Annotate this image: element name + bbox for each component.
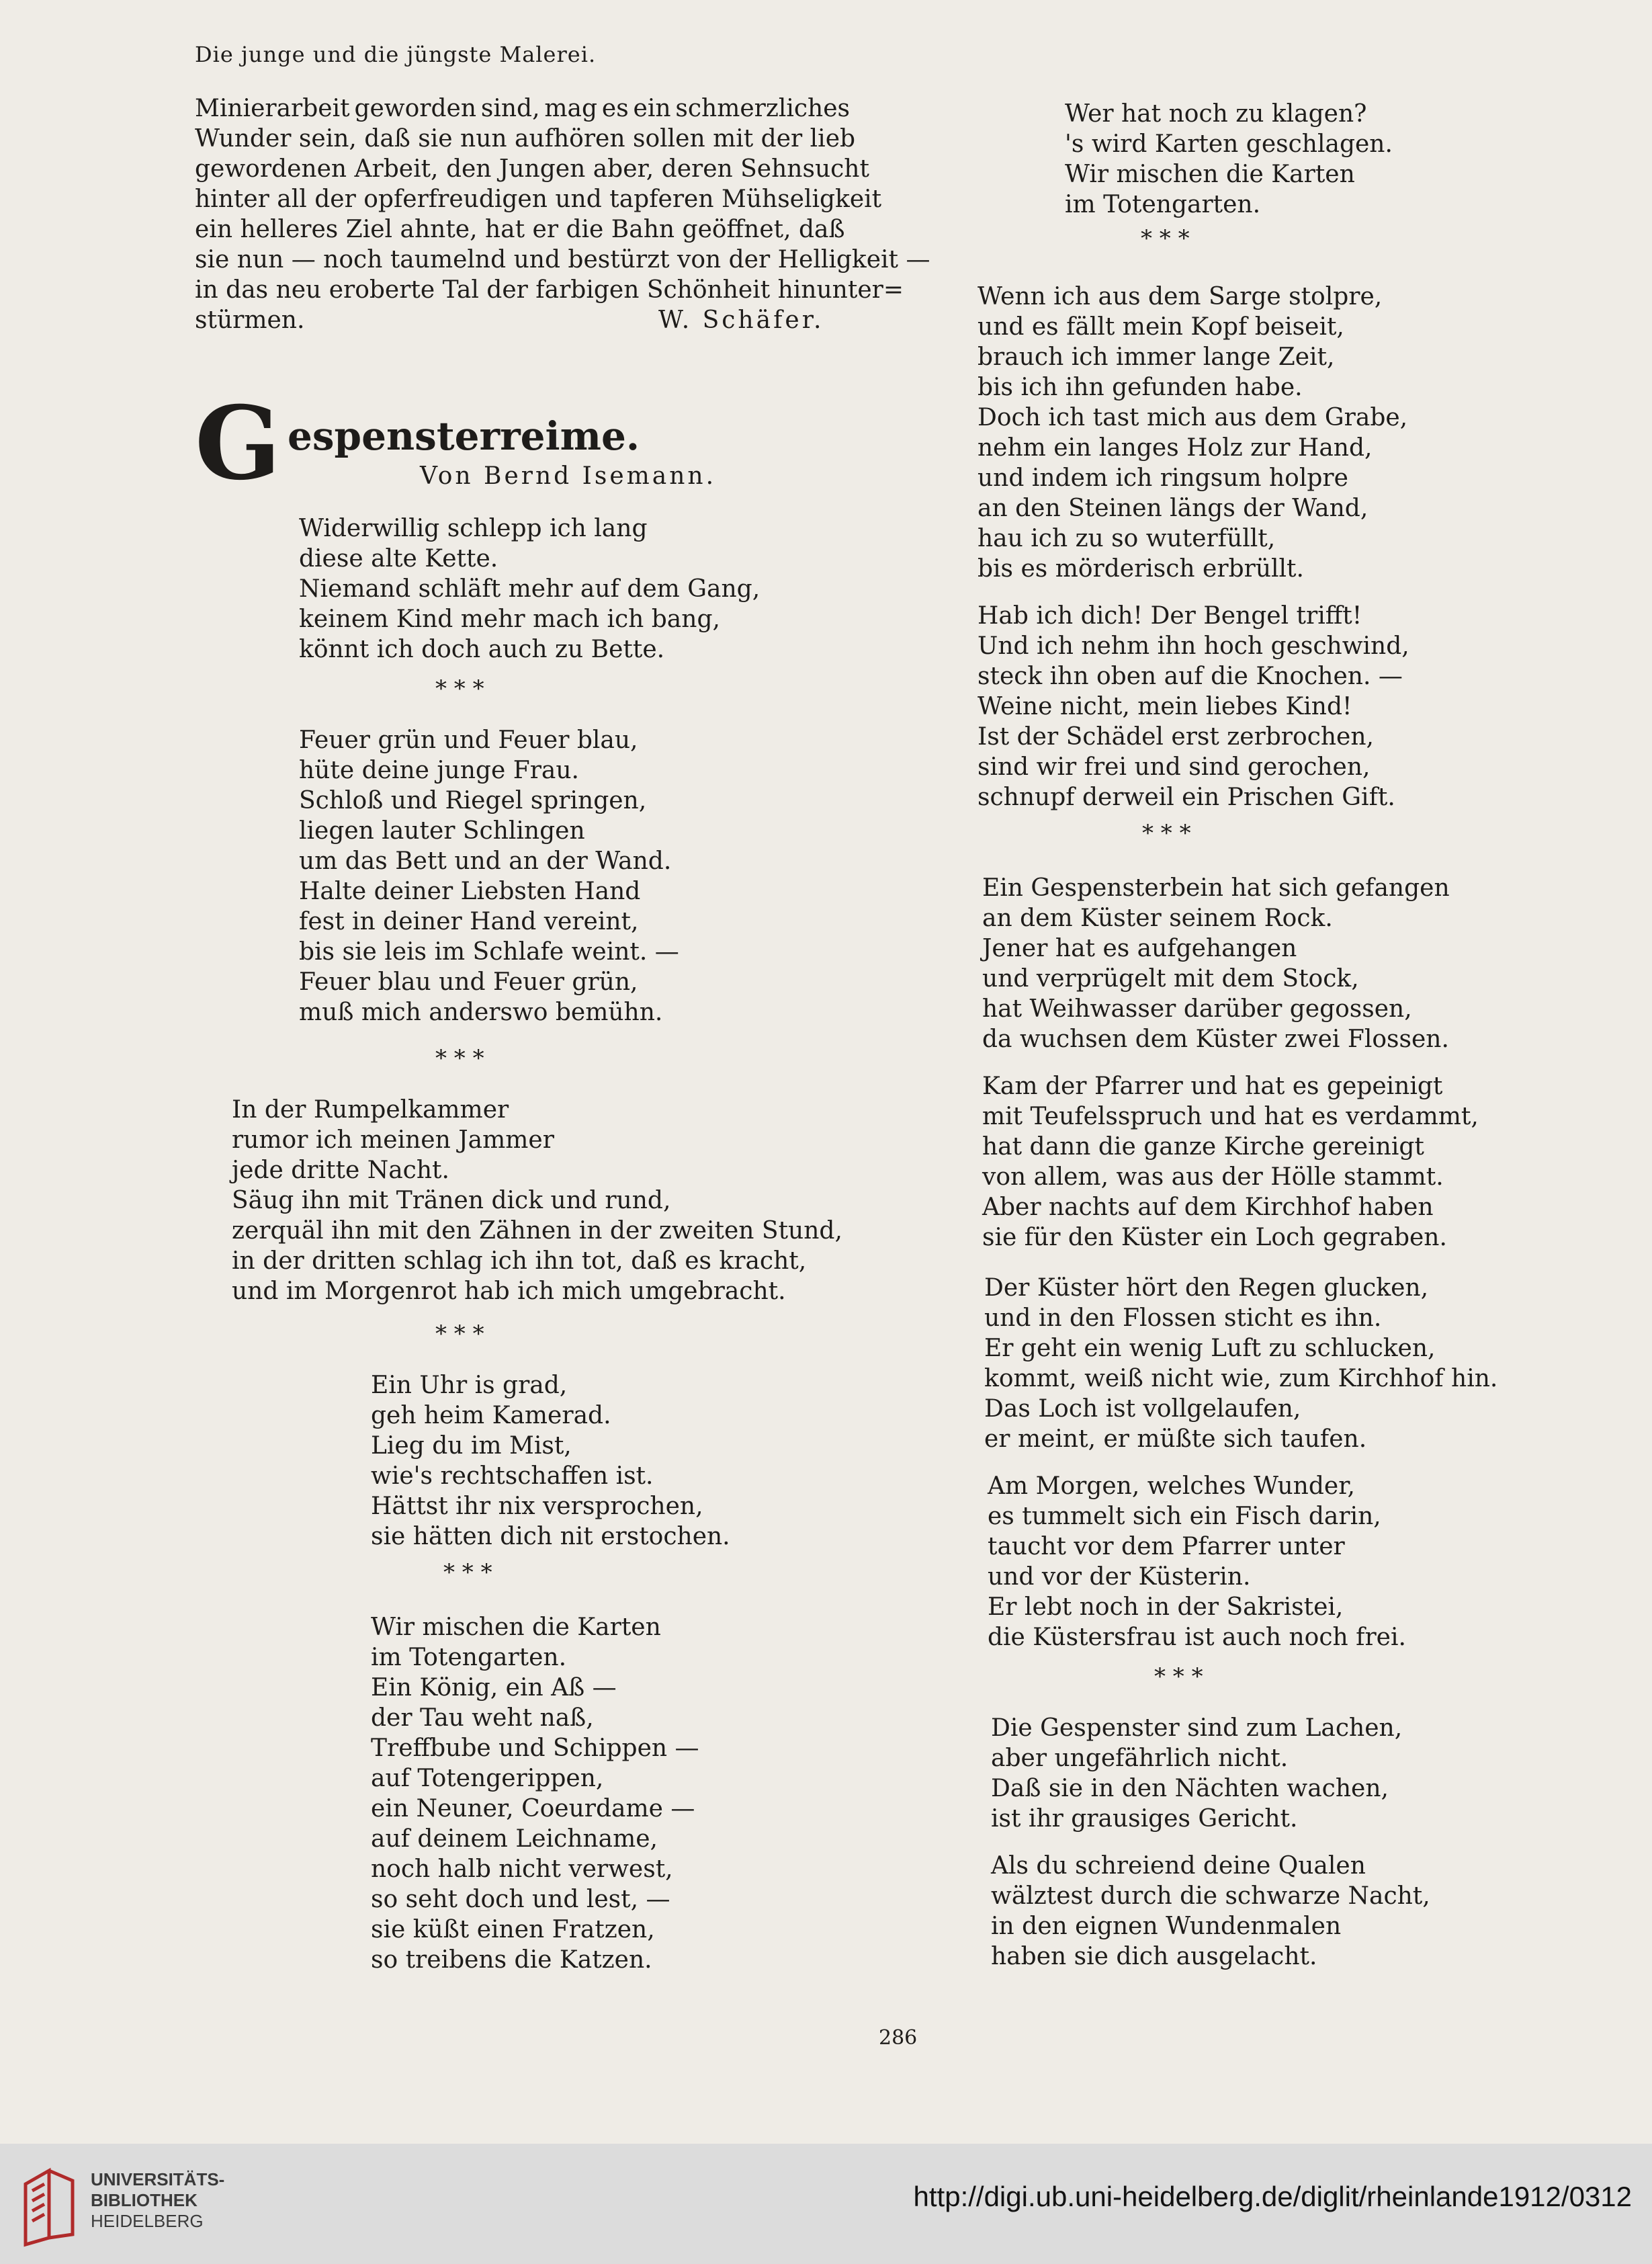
verse-line: wälztest durch die schwarze Nacht,: [991, 1882, 1430, 1910]
intro-line: hinter all der opferfreudigen und tapferen Mühseligkeit: [195, 185, 882, 213]
library-name-line: HEIDELBERG: [91, 2211, 204, 2231]
intro-line: [195, 94, 850, 124]
verse-line: In der Rumpelkammer: [232, 1096, 509, 1124]
verse-line: um das Bett und an der Wand.: [299, 847, 672, 875]
verse-line: sind wir frei und sind gerochen,: [977, 753, 1371, 781]
intro-word: es: [601, 95, 629, 122]
verse-line: an dem Küster seinem Rock.: [982, 905, 1333, 932]
verse-line: Er lebt noch in der Sakristei,: [988, 1593, 1344, 1621]
verse-line: Weine nicht, mein liebes Kind!: [977, 693, 1352, 720]
verse-line: Hättst ihr nix versprochen,: [371, 1493, 703, 1520]
verse-line: zerquäl ihn mit den Zähnen in der zweiten Stund,: [232, 1217, 842, 1245]
verse-line: und indem ich ringsum holpre: [977, 464, 1348, 492]
verse-line: Daß sie in den Nächten wachen,: [991, 1775, 1389, 1802]
verse-line: der Tau weht naß,: [371, 1704, 594, 1732]
running-head: Die junge und die jüngste Malerei.: [195, 42, 597, 67]
library-name: [91, 2169, 224, 2232]
verse-line: sie küßt einen Fratzen,: [371, 1916, 655, 1943]
verse-line: Schloß und Riegel springen,: [299, 787, 647, 814]
intro-word: schmerzliches: [675, 95, 850, 122]
verse-line: Wir mischen die Karten: [1065, 161, 1355, 188]
verse-line: und es fällt mein Kopf beiseit,: [977, 313, 1344, 341]
permalink-url[interactable]: http://digi.ub.uni-heidelberg.de/diglit/rheinlande1912/0312: [913, 2181, 1632, 2212]
verse-line: hüte deine junge Frau.: [299, 757, 579, 784]
verse-line: Feuer grün und Feuer blau,: [299, 726, 638, 754]
page-number: 286: [879, 2026, 918, 2050]
footer-bar: [0, 2144, 1652, 2264]
verse-line: bis ich ihn gefunden habe.: [977, 374, 1303, 401]
verse-line: in den eignen Wundenmalen: [991, 1913, 1342, 1940]
verse-line: hau ich zu so wuterfüllt,: [977, 525, 1276, 552]
library-name-line: UNIVERSITÄTS-: [91, 2169, 225, 2189]
verse-line: Treffbube und Schippen —: [371, 1734, 699, 1762]
verse-line: Und ich nehm ihn hoch geschwind,: [977, 632, 1409, 660]
verse-line: er meint, er müßte sich taufen.: [984, 1425, 1367, 1453]
verse-line: ist ihr grausiges Gericht.: [991, 1805, 1298, 1833]
verse-line: sie hätten dich nit erstochen.: [371, 1523, 730, 1550]
author-byline: Von Bernd Isemann.: [420, 462, 717, 490]
intro-line: gewordenen Arbeit, den Jungen aber, deren Sehnsucht: [195, 155, 869, 183]
verse-line: kommt, weiß nicht wie, zum Kirchhof hin.: [984, 1365, 1498, 1392]
section-divider: * * *: [1154, 1663, 1203, 1690]
section-divider: * * *: [435, 675, 484, 702]
verse-line: Wenn ich aus dem Sarge stolpre,: [977, 283, 1383, 310]
verse-line: wie's rechtschaffen ist.: [371, 1462, 654, 1490]
verse-line: Aber nachts auf dem Kirchhof haben: [982, 1193, 1434, 1221]
intro-word: Minierarbeit: [195, 95, 350, 122]
verse-line: Halte deiner Liebsten Hand: [299, 878, 641, 905]
section-divider: * * *: [1141, 225, 1190, 252]
verse-line: und verprügelt mit dem Stock,: [982, 965, 1359, 993]
verse-line: diese alte Kette.: [299, 545, 498, 573]
verse-line: Wir mischen die Karten: [371, 1613, 661, 1641]
verse-line: 's wird Karten geschlagen.: [1065, 130, 1393, 158]
verse-line: es tummelt sich ein Fisch darin,: [988, 1503, 1381, 1530]
verse-line: Der Küster hört den Regen glucken,: [984, 1274, 1429, 1302]
intro-word: ein: [633, 95, 671, 122]
intro-word: sind,: [480, 95, 540, 122]
verse-line: Hab ich dich! Der Bengel trifft!: [977, 602, 1362, 630]
library-name-line: BIBLIOTHEK: [91, 2190, 198, 2210]
verse-line: Als du schreiend deine Qualen: [991, 1852, 1366, 1880]
title-initial: G: [195, 384, 281, 503]
verse-line: nehm ein langes Holz zur Hand,: [977, 434, 1373, 462]
verse-line: Feuer blau und Feuer grün,: [299, 968, 638, 996]
verse-line: muß mich anderswo bemühn.: [299, 999, 663, 1026]
verse-line: an den Steinen längs der Wand,: [977, 495, 1368, 522]
verse-line: so seht doch und lest, —: [371, 1886, 670, 1913]
verse-line: Die Gespenster sind zum Lachen,: [991, 1714, 1403, 1742]
verse-line: in der dritten schlag ich ihn tot, daß es kracht,: [232, 1247, 807, 1275]
verse-line: von allem, was aus der Hölle stammt.: [982, 1163, 1444, 1191]
verse-line: bis sie leis im Schlafe weint. —: [299, 938, 679, 966]
section-divider: * * *: [435, 1320, 484, 1347]
verse-line: Niemand schläft mehr auf dem Gang,: [299, 575, 760, 603]
verse-line: keinem Kind mehr mach ich bang,: [299, 605, 720, 633]
verse-line: Ein König, ein Aß —: [371, 1674, 617, 1702]
verse-line: auf Totengerippen,: [371, 1765, 604, 1792]
verse-line: Kam der Pfarrer und hat es gepeinigt: [982, 1073, 1443, 1100]
verse-line: geh heim Kamerad.: [371, 1402, 611, 1429]
verse-line: könnt ich doch auch zu Bette.: [299, 636, 665, 663]
verse-line: die Küstersfrau ist auch noch frei.: [988, 1624, 1406, 1651]
verse-line: Widerwillig schlepp ich lang: [299, 515, 648, 542]
verse-line: Ist der Schädel erst zerbrochen,: [977, 723, 1374, 751]
intro-word: geworden: [354, 95, 477, 122]
verse-line: steck ihn oben auf die Knochen. —: [977, 663, 1403, 690]
title-text: espensterreime.: [288, 413, 640, 459]
verse-line: im Totengarten.: [1065, 191, 1261, 218]
verse-line: aber ungefährlich nicht.: [991, 1745, 1289, 1772]
verse-line: Jener hat es aufgehangen: [982, 935, 1297, 962]
verse-line: Säug ihn mit Tränen dick und rund,: [232, 1187, 671, 1214]
signature: W. Schäfer.: [658, 306, 824, 334]
verse-line: Ein Uhr is grad,: [371, 1372, 568, 1399]
verse-line: liegen lauter Schlingen: [299, 817, 585, 845]
library-logo-icon: [19, 2164, 79, 2248]
verse-line: taucht vor dem Pfarrer unter: [988, 1533, 1345, 1560]
intro-line: stürmen.: [195, 306, 305, 334]
verse-line: und in den Flossen sticht es ihn.: [984, 1304, 1382, 1332]
verse-line: jede dritte Nacht.: [232, 1157, 449, 1184]
verse-line: und im Morgenrot hab ich mich umgebracht.: [232, 1277, 786, 1305]
verse-line: haben sie dich ausgelacht.: [991, 1943, 1317, 1970]
verse-line: Doch ich tast mich aus dem Grabe,: [977, 404, 1408, 431]
section-divider: * * *: [1142, 820, 1191, 847]
intro-line: ein helleres Ziel ahnte, hat er die Bahn geöffnet, daß: [195, 216, 845, 243]
verse-line: bis es mörderisch erbrüllt.: [977, 555, 1304, 583]
verse-line: Das Loch ist vollgelaufen,: [984, 1395, 1301, 1423]
verse-line: auf deinem Leichname,: [371, 1825, 658, 1853]
intro-line: Wunder sein, daß sie nun aufhören sollen mit der lieb: [195, 125, 856, 153]
verse-line: brauch ich immer lange Zeit,: [977, 343, 1335, 371]
verse-line: im Totengarten.: [371, 1644, 567, 1671]
intro-line: sie nun — noch taumelnd und bestürzt von der Helligkeit —: [195, 246, 930, 274]
verse-line: Er geht ein wenig Luft zu schlucken,: [984, 1335, 1436, 1362]
verse-line: Wer hat noch zu klagen?: [1065, 100, 1367, 128]
intro-line: in das neu eroberte Tal der farbigen Schönheit hinunter=: [195, 276, 904, 304]
verse-line: schnupf derweil ein Prischen Gift.: [977, 784, 1395, 811]
intro-word: mag: [544, 95, 598, 122]
verse-line: hat Weihwasser darüber gegossen,: [982, 995, 1412, 1023]
verse-line: fest in deiner Hand vereint,: [299, 908, 639, 935]
verse-line: mit Teufelsspruch und hat es verdammt,: [982, 1103, 1479, 1130]
verse-line: rumor ich meinen Jammer: [232, 1126, 554, 1154]
verse-line: noch halb nicht verwest,: [371, 1855, 673, 1883]
section-divider: * * *: [443, 1559, 492, 1586]
section-divider: * * *: [435, 1045, 484, 1072]
verse-line: Ein Gespensterbein hat sich gefangen: [982, 874, 1450, 902]
verse-line: da wuchsen dem Küster zwei Flossen.: [982, 1025, 1449, 1053]
verse-line: und vor der Küsterin.: [988, 1563, 1251, 1591]
verse-line: Lieg du im Mist,: [371, 1432, 572, 1460]
verse-line: hat dann die ganze Kirche gereinigt: [982, 1133, 1424, 1161]
verse-line: Am Morgen, welches Wunder,: [988, 1472, 1355, 1500]
verse-line: sie für den Küster ein Loch gegraben.: [982, 1224, 1447, 1251]
verse-line: so treibens die Katzen.: [371, 1946, 652, 1974]
verse-line: ein Neuner, Coeurdame —: [371, 1795, 695, 1822]
